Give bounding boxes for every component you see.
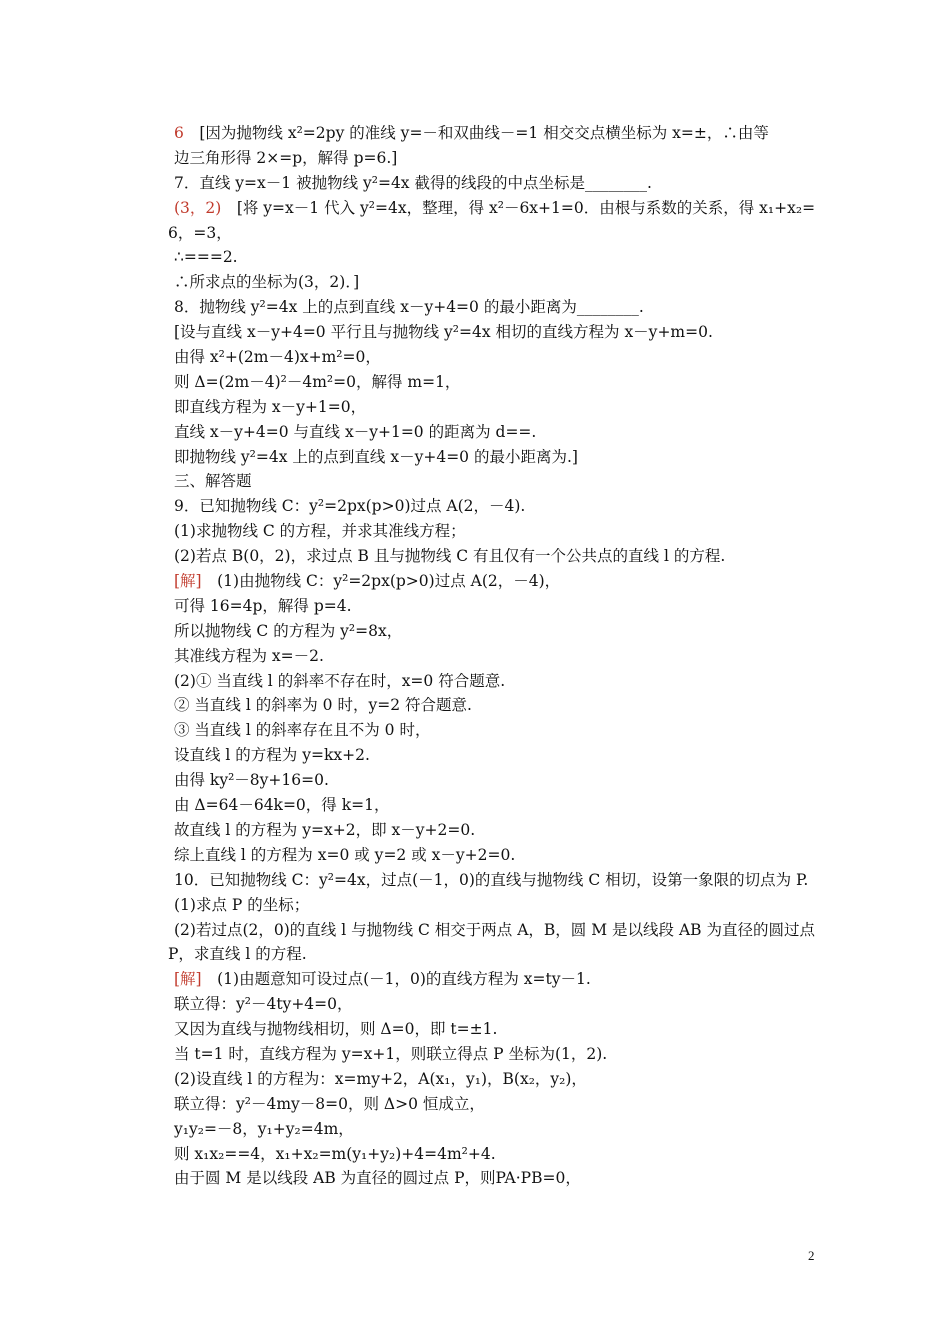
text-line xyxy=(174,320,824,345)
line-text: 直线 x－y+4=0 与直线 x－y+1=0 的距离为 d==. xyxy=(174,422,537,441)
text-line xyxy=(174,196,824,221)
answer-marker: (3，2) xyxy=(174,198,222,217)
line-text: 由 Δ=64－64k=0，得 k=1， xyxy=(174,796,390,815)
line-text: 则 x₁x₂==4，x₁+x₂=m(y₁+y₂)+4=4m²+4. xyxy=(174,1144,496,1163)
line-text: 三、解答题 xyxy=(174,472,252,491)
text-line xyxy=(174,1017,824,1042)
line-text: 7．直线 y=x－1 被抛物线 y²=4x 截得的线段的中点坐标是________. xyxy=(174,173,652,192)
text-line xyxy=(174,245,824,270)
line-text: (1)由题意知可设过点(－1，0)的直线方程为 x=ty－1. xyxy=(217,970,591,989)
text-line xyxy=(174,345,824,370)
text-line xyxy=(174,519,824,544)
line-text: 6，=3， xyxy=(168,223,232,242)
text-line xyxy=(174,793,824,818)
text-line xyxy=(174,445,824,470)
line-text: 联立得：y²－4my－8=0，则 Δ>0 恒成立， xyxy=(174,1094,485,1113)
line-text: 边三角形得 2×=p，解得 p=6.] xyxy=(174,148,398,167)
answer-marker: [解] xyxy=(174,572,202,591)
line-text: ③ 当直线 l 的斜率存在且不为 0 时， xyxy=(174,721,431,740)
text-line xyxy=(174,1117,824,1142)
line-text: 联立得：y²－4ty+4=0， xyxy=(174,995,353,1014)
line-text: (2)设直线 l 的方程为：x=my+2，A(x₁，y₁)，B(x₂，y₂)， xyxy=(174,1069,587,1088)
text-line xyxy=(174,768,824,793)
text-line xyxy=(174,743,824,768)
text-line xyxy=(174,295,824,320)
answer-marker: 6 xyxy=(174,124,184,142)
line-text: (2)若点 B(0，2)，求过点 B 且与抛物线 C 有且仅有一个公共点的直线 l 的方程. xyxy=(174,547,726,566)
line-text: (2)① 当直线 l 的斜率不存在时，x=0 符合题意. xyxy=(174,671,506,690)
line-text: 故直线 l 的方程为 y=x+2，即 x－y+2=0. xyxy=(174,820,476,839)
answer-marker: [解] xyxy=(174,970,202,989)
line-text: 可得 16=4p，解得 p=4. xyxy=(174,596,352,615)
line-text: 所以抛物线 C 的方程为 y²=8x， xyxy=(174,621,403,640)
text-line xyxy=(174,569,824,594)
text-line xyxy=(174,594,824,619)
text-line xyxy=(174,370,824,395)
line-text: (1)由抛物线 C：y²=2px(p>0)过点 A(2，－4)， xyxy=(217,572,561,591)
text-line xyxy=(168,221,824,246)
text-line xyxy=(174,494,824,519)
text-line xyxy=(174,718,824,743)
text-line xyxy=(174,967,824,992)
line-text: 由于圆 M 是以线段 AB 为直径的圆过点 P，则PA·PB=0， xyxy=(174,1169,581,1188)
line-text: 设直线 l 的方程为 y=kx+2. xyxy=(174,746,370,765)
line-text: ∴所求点的坐标为(3，2)．] xyxy=(174,273,360,292)
line-text: 又因为直线与抛物线相切，则 Δ=0，即 t=±1. xyxy=(174,1020,498,1039)
line-text: (1)求抛物线 C 的方程，并求其准线方程； xyxy=(174,522,466,541)
line-text: 其准线方程为 x=－2. xyxy=(174,646,324,665)
line-text: 即直线方程为 x－y+1=0， xyxy=(174,397,367,416)
line-text: (1)求点 P 的坐标； xyxy=(174,895,310,914)
text-line xyxy=(174,1042,824,1067)
text-line xyxy=(174,619,824,644)
line-text: 9．已知抛物线 C：y²=2px(p>0)过点 A(2，－4). xyxy=(174,497,526,516)
line-text: [设与直线 x－y+4=0 平行且与抛物线 y²=4x 相切的直线方程为 x－y+m=0. xyxy=(174,323,713,342)
text-line xyxy=(174,146,824,171)
text-line xyxy=(174,1067,824,1092)
page-content xyxy=(168,121,824,1191)
text-line xyxy=(174,544,824,569)
line-text: 10．已知抛物线 C：y²=4x，过点(－1，0)的直线与抛物线 C 相切，设第一象限的切点为 P. xyxy=(174,870,809,889)
text-line xyxy=(174,693,824,718)
page-number: 2 xyxy=(808,1248,815,1263)
text-line xyxy=(174,992,824,1017)
line-text: 由得 ky²－8y+16=0. xyxy=(174,771,329,790)
text-line xyxy=(174,893,824,918)
text-line xyxy=(174,1092,824,1117)
text-line xyxy=(174,395,824,420)
line-text: 即抛物线 y²=4x 上的点到直线 x－y+4=0 的最小距离为.] xyxy=(174,447,578,466)
line-text: 8．抛物线 y²=4x 上的点到直线 x－y+4=0 的最小距离为________. xyxy=(174,298,644,317)
line-text: [将 y=x－1 代入 y²=4x，整理，得 x²－6x+1=0．由根与系数的关系，得 x₁+x₂= xyxy=(236,198,816,217)
text-line xyxy=(174,644,824,669)
line-text: ② 当直线 l 的斜率为 0 时，y=2 符合题意. xyxy=(174,696,472,715)
line-text: (2)若过点(2，0)的直线 l 与抛物线 C 相交于两点 A，B，圆 M 是以线段 AB 为直径的圆过点 xyxy=(174,920,815,939)
text-line xyxy=(168,942,824,967)
text-line xyxy=(174,171,824,196)
text-line xyxy=(174,469,824,494)
text-line xyxy=(174,868,824,893)
text-line xyxy=(174,818,824,843)
line-text: 当 t=1 时，直线方程为 y=x+1，则联立得点 P 坐标为(1，2). xyxy=(174,1044,608,1063)
line-text: 则 Δ=(2m－4)²－4m²=0，解得 m=1， xyxy=(174,372,461,391)
text-line xyxy=(174,1142,824,1167)
text-line xyxy=(174,420,824,445)
text-line xyxy=(174,669,824,694)
line-text: 综上直线 l 的方程为 x=0 或 y=2 或 x－y+2=0. xyxy=(174,845,516,864)
line-text: [因为抛物线 x²=2py 的准线 y=－和双曲线－=1 相交交点横坐标为 x=±，∴由等 xyxy=(199,124,769,142)
text-line xyxy=(174,1166,824,1191)
line-text: P，求直线 l 的方程. xyxy=(168,945,307,964)
line-text: 由得 x²+(2m－4)x+m²=0， xyxy=(174,348,381,367)
text-line xyxy=(174,843,824,868)
text-line xyxy=(174,121,824,146)
line-text: y₁y₂=－8，y₁+y₂=4m， xyxy=(174,1119,354,1138)
text-line xyxy=(174,270,824,295)
text-line xyxy=(174,918,824,943)
line-text: ∴===2. xyxy=(174,248,238,267)
